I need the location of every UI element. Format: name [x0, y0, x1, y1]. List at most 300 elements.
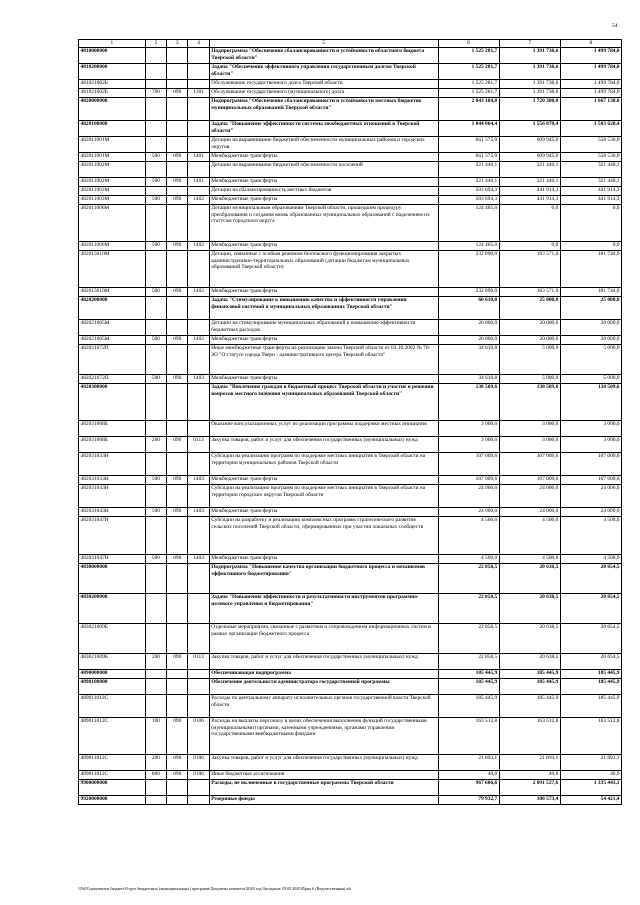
cell-description: Иные бюджетные ассигнования: [209, 771, 438, 780]
cell-value-2022: 20 654,5: [560, 624, 621, 654]
cell-value-2020: 124 465,0: [438, 242, 499, 251]
cell-value-2021: 107 009,6: [499, 453, 560, 476]
cell-ministry: [167, 48, 188, 64]
cell-section: 1401: [188, 178, 209, 187]
cell-value-2022: 24 000,0: [560, 485, 621, 508]
cell-group: [145, 64, 166, 80]
table-row: [79, 485, 622, 508]
cell-group: [145, 564, 166, 594]
table-row: [79, 755, 622, 771]
cell-value-2020: 21 893,1: [438, 755, 499, 771]
cell-code: 4820300000: [79, 384, 146, 421]
cell-value-2021: 441 914,3: [499, 196, 560, 205]
cell-code: 482011002М: [79, 178, 146, 187]
cell-description: Межбюджетные трансферты: [209, 476, 438, 485]
cell-value-2022: 0,0: [560, 242, 621, 251]
cell-value-2020: 24 000,0: [438, 508, 499, 517]
table-row: [79, 476, 622, 485]
cell-section: 1402: [188, 288, 209, 297]
cell-description: Межбюджетные трансферты: [209, 288, 438, 297]
cell-group: 500: [145, 336, 166, 345]
cell-value-2020: 34 610,8: [438, 345, 499, 375]
cell-section: [188, 345, 209, 375]
cell-group: 500: [145, 555, 166, 564]
cell-value-2020: 4 500,0: [438, 555, 499, 564]
cell-group: [145, 320, 166, 336]
cell-code: 482015010М: [79, 251, 146, 288]
table-row: [79, 437, 622, 453]
cell-value-2020: 1 844 064,4: [438, 121, 499, 137]
cell-value-2022: 21 893,1: [560, 755, 621, 771]
cell-ministry: [167, 64, 188, 80]
cell-ministry: 090: [167, 508, 188, 517]
cell-value-2021: 20 638,5: [499, 624, 560, 654]
cell-ministry: [167, 121, 188, 137]
table-row: [79, 345, 622, 375]
cell-value-2021: 1 391 738,6: [499, 64, 560, 80]
cell-code: 482011002М: [79, 162, 146, 178]
cell-description: Межбюджетные трансферты: [209, 153, 438, 162]
cell-value-2021: 2 091 527,6: [499, 780, 560, 796]
cell-group: [145, 384, 166, 421]
cell-value-2020: 321 440,1: [438, 162, 499, 178]
cell-value-2020: 1 525 281,7: [438, 80, 499, 89]
cell-value-2021: 183 571,0: [499, 251, 560, 288]
cell-description: Межбюджетные трансферты: [209, 375, 438, 384]
cell-ministry: [167, 695, 188, 718]
cell-description: Межбюджетные трансферты: [209, 336, 438, 345]
header-cell-2: 2: [145, 40, 166, 48]
cell-value-2020: 34 610,8: [438, 375, 499, 384]
cell-value-2022: 0,0: [560, 205, 621, 242]
cell-section: [188, 205, 209, 242]
cell-value-2020: 107 009,6: [438, 453, 499, 476]
cell-description: Субсидии на разработку и реализацию комплексных программ стратегического развития сельских поселений Тверской области, сформированных при участии локальных сообществ: [209, 517, 438, 555]
cell-code: 482011003М: [79, 187, 146, 196]
cell-value-2021: 107 009,6: [499, 476, 560, 485]
cell-description: Межбюджетные трансферты: [209, 178, 438, 187]
cell-group: [145, 80, 166, 89]
table-row: [79, 162, 622, 178]
table-row: [79, 98, 622, 121]
table-row: [79, 718, 622, 755]
cell-section: [188, 137, 209, 153]
cell-code: 482031047Н: [79, 555, 146, 564]
cell-code: 9900000000: [79, 780, 146, 796]
cell-group: 500: [145, 375, 166, 384]
cell-section: [188, 251, 209, 288]
cell-code: 483021009Б: [79, 654, 146, 670]
cell-value-2022: 54 421,4: [560, 796, 621, 805]
cell-description: Закупка товаров, работ и услуг для обеспечения государственных (муниципальных) нужд: [209, 437, 438, 453]
cell-section: [188, 679, 209, 695]
cell-value-2021: 24 000,0: [499, 508, 560, 517]
cell-section: [188, 624, 209, 654]
cell-code: 4820200000: [79, 297, 146, 320]
cell-description: Задача "Повышение эффективности и результативности инструментов программно-целевого управления и бюджетирования": [209, 594, 438, 624]
cell-group: 500: [145, 153, 166, 162]
cell-code: 482021072П: [79, 375, 146, 384]
cell-section: [188, 98, 209, 121]
cell-description: Отдельные мероприятия, связанные с развитием и сопровождением информационных систем в рамках организации бюджетного процесса: [209, 624, 438, 654]
cell-value-2022: 181 744,0: [560, 251, 621, 288]
cell-section: 1401: [188, 153, 209, 162]
cell-ministry: 090: [167, 89, 188, 98]
cell-value-2021: 185 445,9: [499, 679, 560, 695]
cell-ministry: [167, 517, 188, 555]
cell-description: Закупка товаров, работ и услуг для обеспечения государственных (муниципальных) нужд: [209, 654, 438, 670]
cell-value-2021: 3 000,0: [499, 421, 560, 437]
cell-value-2022: 558 530,0: [560, 137, 621, 153]
cell-ministry: [167, 251, 188, 288]
cell-value-2020: 1 525 281,7: [438, 89, 499, 98]
cell-description: Оказание консультационных услуг по реализации программы поддержки местных инициатив: [209, 421, 438, 437]
cell-value-2022: 185 445,9: [560, 670, 621, 679]
cell-value-2022: 1 499 784,0: [560, 89, 621, 98]
cell-code: 489011012С: [79, 695, 146, 718]
cell-value-2022: 25 000,0: [560, 297, 621, 320]
cell-ministry: 090: [167, 196, 188, 205]
cell-group: [145, 695, 166, 718]
table-row: [79, 64, 622, 80]
cell-code: 482021005М: [79, 320, 146, 336]
cell-ministry: 090: [167, 654, 188, 670]
table-row: [79, 196, 622, 205]
cell-group: 500: [145, 242, 166, 251]
cell-group: 200: [145, 755, 166, 771]
cell-group: [145, 137, 166, 153]
cell-value-2020: 3 000,0: [438, 437, 499, 453]
cell-section: [188, 670, 209, 679]
cell-description: Дотации муниципальным образованиям Тверской области, прошедшим процедуру преобразования и создания вновь образованных муниципальных образований с наделением их статусом городского округа: [209, 205, 438, 242]
cell-value-2020: 661 575,0: [438, 153, 499, 162]
cell-ministry: [167, 485, 188, 508]
cell-section: 1403: [188, 375, 209, 384]
cell-section: 1301: [188, 89, 209, 98]
cell-code: 482021005М: [79, 336, 146, 345]
cell-description: Задача "Повышение эффективности системы межбюджетных отношений в Тверской области": [209, 121, 438, 137]
cell-description: Задача "Стимулирование к повышению качества и эффективности управления финансовой системой в муниципальных образованиях Тверской области": [209, 297, 438, 320]
cell-value-2021: 1 391 738,6: [499, 89, 560, 98]
cell-group: [145, 453, 166, 476]
cell-value-2020: 1 525 281,7: [438, 48, 499, 64]
cell-value-2022: 1 503 628,4: [560, 121, 621, 137]
table-row: [79, 205, 622, 242]
cell-value-2021: 321 440,1: [499, 162, 560, 178]
cell-group: [145, 162, 166, 178]
cell-ministry: [167, 162, 188, 178]
table-row: [79, 594, 622, 624]
cell-ministry: [167, 624, 188, 654]
cell-ministry: [167, 564, 188, 594]
table-row: [79, 336, 622, 345]
cell-value-2020: 79 932,7: [438, 796, 499, 805]
cell-value-2021: 183 571,0: [499, 288, 560, 297]
cell-value-2022: 441 914,3: [560, 187, 621, 196]
cell-ministry: [167, 670, 188, 679]
cell-description: Дотации на выравнивание бюджетной обеспеченности муниципальных районов и городских округов: [209, 137, 438, 153]
cell-description: Субсидии на реализацию программ по поддержке местных инициатив в Тверской области на территории городских округов Тверской области: [209, 485, 438, 508]
page-number: 54: [612, 23, 618, 29]
table-row: [79, 517, 622, 555]
table-row: [79, 80, 622, 89]
cell-value-2020: 26 000,0: [438, 320, 499, 336]
cell-group: [145, 780, 166, 796]
cell-description: Подпрограмма "Повышение качества организации бюджетного процесса и механизмов эффективного бюджетирования": [209, 564, 438, 594]
cell-group: [145, 345, 166, 375]
cell-value-2021: 40,0: [499, 771, 560, 780]
cell-value-2021: 25 000,0: [499, 297, 560, 320]
cell-code: 482031043Н: [79, 508, 146, 517]
cell-ministry: [167, 679, 188, 695]
cell-code: 4820000000: [79, 98, 146, 121]
cell-value-2022: 1 499 784,0: [560, 48, 621, 64]
cell-section: [188, 64, 209, 80]
cell-ministry: [167, 780, 188, 796]
cell-description: Подпрограмма "Обеспечение сбалансированности и устойчивости местных бюджетов муниципальных образований Тверской области": [209, 98, 438, 121]
cell-ministry: [167, 320, 188, 336]
cell-code: 482011006М: [79, 205, 146, 242]
cell-group: [145, 121, 166, 137]
cell-value-2020: 321 440,1: [438, 178, 499, 187]
cell-value-2022: 20 654,5: [560, 654, 621, 670]
cell-value-2020: 185 445,9: [438, 695, 499, 718]
cell-value-2021: 5 000,0: [499, 345, 560, 375]
cell-section: 1403: [188, 508, 209, 517]
cell-group: [145, 679, 166, 695]
cell-value-2021: 1 556 870,4: [499, 121, 560, 137]
cell-value-2020: 40,0: [438, 771, 499, 780]
cell-value-2020: 107 009,6: [438, 476, 499, 485]
cell-value-2021: 100 573,4: [499, 796, 560, 805]
cell-group: [145, 594, 166, 624]
cell-value-2021: 20 638,5: [499, 594, 560, 624]
cell-code: 482031008Б: [79, 421, 146, 437]
cell-description: Иные межбюджетные трансферты на реализацию закона Тверской области от 03.10.2002 № 70-ЗО "О статусе города Твери - административного центра Тверской области": [209, 345, 438, 375]
cell-description: Обеспечивающая подпрограмма: [209, 670, 438, 679]
table-row: [79, 297, 622, 320]
cell-description: Межбюджетные трансферты: [209, 196, 438, 205]
cell-code: 4890100000: [79, 679, 146, 695]
cell-ministry: [167, 796, 188, 805]
cell-section: [188, 121, 209, 137]
cell-value-2020: 163 512,8: [438, 718, 499, 755]
cell-ministry: [167, 453, 188, 476]
table-row: [79, 137, 622, 153]
cell-ministry: 090: [167, 476, 188, 485]
cell-code: 482031033Н: [79, 476, 146, 485]
table-row: [79, 121, 622, 137]
header-cell-6: 6: [438, 40, 499, 48]
cell-value-2020: 22 858,5: [438, 654, 499, 670]
cell-description: Расходы на выплаты персоналу в целях обеспечения выполнения функций государственными (муниципальными) органами, казенными учреждениями, органами управления государственными внебюджетными фондами: [209, 718, 438, 755]
cell-value-2022: 20 000,0: [560, 336, 621, 345]
cell-value-2022: 20 654,5: [560, 564, 621, 594]
cell-code: 481021002Б: [79, 80, 146, 89]
cell-value-2020: 503 694,3: [438, 196, 499, 205]
cell-code: 4820100000: [79, 121, 146, 137]
cell-ministry: 090: [167, 555, 188, 564]
cell-value-2020: 661 575,0: [438, 137, 499, 153]
cell-code: 4830200000: [79, 594, 146, 624]
cell-section: 1403: [188, 476, 209, 485]
cell-value-2021: 185 445,9: [499, 670, 560, 679]
cell-ministry: 090: [167, 718, 188, 755]
cell-code: 482011001М: [79, 137, 146, 153]
table-row: [79, 453, 622, 476]
table-row: [79, 384, 622, 421]
cell-section: 1403: [188, 555, 209, 564]
cell-description: Обслуживание государственного (муниципального) долга: [209, 89, 438, 98]
cell-value-2022: 20 000,0: [560, 320, 621, 336]
table-row: [79, 654, 622, 670]
cell-section: [188, 594, 209, 624]
cell-value-2022: 5 000,0: [560, 375, 621, 384]
cell-ministry: 090: [167, 242, 188, 251]
cell-group: [145, 251, 166, 288]
cell-value-2021: 1 391 738,6: [499, 80, 560, 89]
table-row: [79, 251, 622, 288]
cell-value-2020: 503 694,3: [438, 187, 499, 196]
cell-code: 4890000000: [79, 670, 146, 679]
cell-value-2021: 441 914,3: [499, 187, 560, 196]
cell-ministry: [167, 80, 188, 89]
cell-value-2020: 2 043 184,8: [438, 98, 499, 121]
cell-code: 9920000000: [79, 796, 146, 805]
cell-ministry: 090: [167, 178, 188, 187]
cell-group: 500: [145, 476, 166, 485]
cell-code: 482031043Н: [79, 485, 146, 508]
cell-group: [145, 624, 166, 654]
cell-group: [145, 297, 166, 320]
cell-code: 481021002Б: [79, 89, 146, 98]
cell-group: [145, 670, 166, 679]
cell-section: [188, 48, 209, 64]
table-row: [79, 187, 622, 196]
cell-section: [188, 162, 209, 178]
cell-description: Дотации на стимулирование муниципальных образований к повышению эффективности бюджетных расходов: [209, 320, 438, 336]
header-cell-4: 4: [188, 40, 209, 48]
cell-description: Закупка товаров, работ и услуг для обеспечения государственных (муниципальных) нужд: [209, 755, 438, 771]
header-cell-8: 8: [560, 40, 621, 48]
cell-section: [188, 80, 209, 89]
cell-ministry: 090: [167, 437, 188, 453]
header-row: [79, 40, 622, 48]
cell-value-2021: 163 512,8: [499, 718, 560, 755]
budget-table-body: [79, 40, 622, 805]
cell-ministry: 090: [167, 153, 188, 162]
cell-value-2021: 0,0: [499, 242, 560, 251]
cell-group: [145, 187, 166, 196]
cell-value-2022: 4 500,0: [560, 517, 621, 555]
cell-value-2022: 163 512,8: [560, 718, 621, 755]
cell-value-2020: 3 000,0: [438, 421, 499, 437]
cell-value-2022: 185 445,9: [560, 679, 621, 695]
cell-group: [145, 796, 166, 805]
cell-group: 100: [145, 718, 166, 755]
cell-section: 1402: [188, 242, 209, 251]
cell-section: [188, 187, 209, 196]
header-cell-7: 7: [499, 40, 560, 48]
cell-code: 482021072П: [79, 345, 146, 375]
cell-code: 489011012С: [79, 755, 146, 771]
cell-value-2022: 4 500,0: [560, 555, 621, 564]
cell-value-2022: 40,0: [560, 771, 621, 780]
cell-code: 489011012С: [79, 771, 146, 780]
cell-section: 0106: [188, 771, 209, 780]
cell-ministry: [167, 345, 188, 375]
cell-value-2020: 26 000,0: [438, 336, 499, 345]
cell-code: 483021009Б: [79, 624, 146, 654]
cell-value-2021: 4 500,0: [499, 517, 560, 555]
cell-section: 0106: [188, 755, 209, 771]
table-row: [79, 771, 622, 780]
cell-value-2021: 21 893,1: [499, 755, 560, 771]
cell-ministry: 090: [167, 288, 188, 297]
cell-group: 500: [145, 288, 166, 297]
table-row: [79, 624, 622, 654]
table-row: [79, 421, 622, 437]
cell-value-2021: 185 445,9: [499, 695, 560, 718]
cell-group: 700: [145, 89, 166, 98]
cell-value-2022: 321 440,1: [560, 178, 621, 187]
cell-value-2020: 232 890,0: [438, 251, 499, 288]
cell-section: 0106: [188, 718, 209, 755]
budget-table: [78, 39, 622, 805]
cell-value-2020: 22 858,5: [438, 594, 499, 624]
cell-value-2021: 609 945,0: [499, 153, 560, 162]
cell-value-2021: 24 000,0: [499, 485, 560, 508]
cell-group: 500: [145, 508, 166, 517]
cell-value-2020: 22 858,5: [438, 624, 499, 654]
table-row: [79, 508, 622, 517]
cell-group: 200: [145, 654, 166, 670]
cell-group: 800: [145, 771, 166, 780]
cell-value-2022: 1 667 138,0: [560, 98, 621, 121]
cell-value-2020: 24 000,0: [438, 485, 499, 508]
cell-value-2022: 321 440,1: [560, 162, 621, 178]
cell-description: Дотации на выравнивание бюджетной обеспеченности поселений: [209, 162, 438, 178]
cell-description: Дотации на сбалансированность местных бюджетов: [209, 187, 438, 196]
cell-code: 482031033Н: [79, 453, 146, 476]
cell-section: [188, 695, 209, 718]
table-row: [79, 679, 622, 695]
cell-value-2021: 1 720 380,0: [499, 98, 560, 121]
cell-value-2021: 20 000,0: [499, 320, 560, 336]
cell-value-2020: 138 509,6: [438, 384, 499, 421]
cell-value-2022: 20 654,5: [560, 594, 621, 624]
cell-value-2021: 321 440,1: [499, 178, 560, 187]
cell-code: 482011001М: [79, 153, 146, 162]
cell-ministry: [167, 421, 188, 437]
cell-code: 489011012С: [79, 718, 146, 755]
header-cell-1: 1: [79, 40, 146, 48]
cell-value-2020: 185 445,9: [438, 679, 499, 695]
cell-value-2020: 185 445,9: [438, 670, 499, 679]
cell-section: 0113: [188, 437, 209, 453]
cell-code: 4810200000: [79, 64, 146, 80]
cell-value-2020: 124 465,0: [438, 205, 499, 242]
cell-ministry: [167, 98, 188, 121]
cell-value-2022: 1 335 443,1: [560, 780, 621, 796]
cell-group: 500: [145, 196, 166, 205]
table-row: [79, 780, 622, 796]
cell-value-2021: 0,0: [499, 205, 560, 242]
cell-section: 1402: [188, 336, 209, 345]
cell-section: 1402: [188, 196, 209, 205]
cell-ministry: [167, 594, 188, 624]
cell-group: [145, 485, 166, 508]
